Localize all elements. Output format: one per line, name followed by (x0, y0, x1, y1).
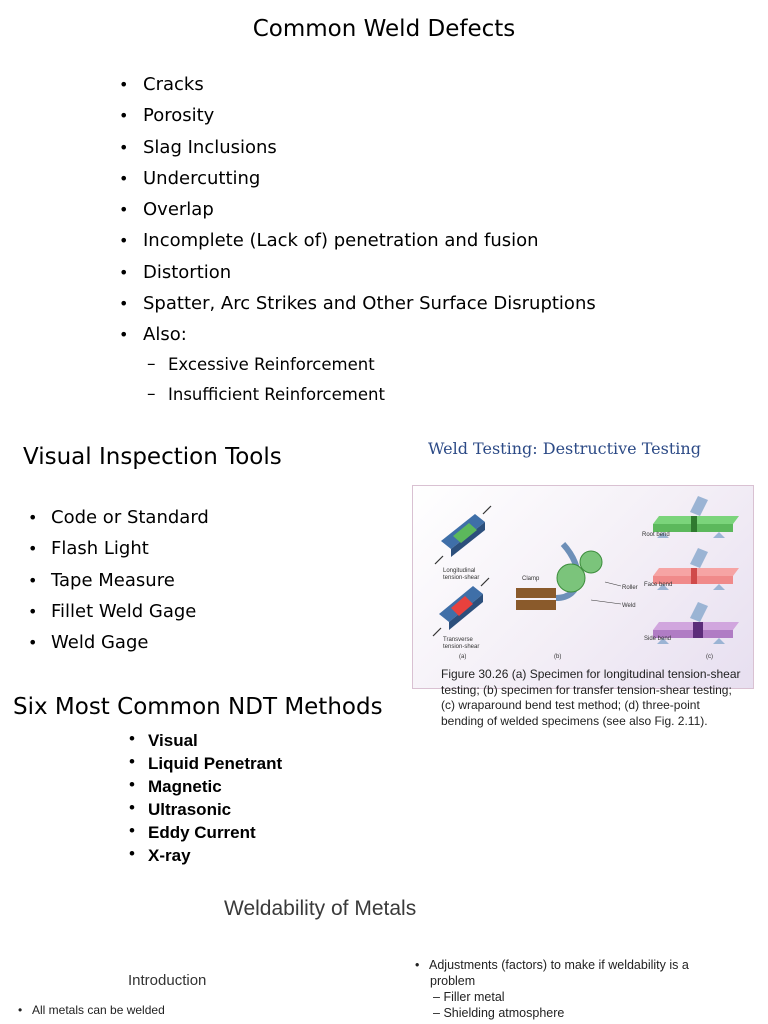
intro-list-item (18, 1003, 165, 1017)
weld-testing-title: Weld Testing: Destructive Testing (428, 439, 701, 458)
list-item: • Also: (118, 322, 596, 353)
visual-inspection-title: Visual Inspection Tools (23, 444, 282, 470)
longitudinal-specimen (435, 506, 491, 564)
root-bend-label: Root bend (642, 532, 670, 538)
intro-item-text: All metals can be welded (32, 1003, 165, 1017)
list-item: • Visual (128, 729, 282, 752)
clamp-label: Clamp (522, 576, 540, 582)
bend-specimens (653, 496, 739, 644)
bullet-icon: • (415, 958, 420, 972)
panel-a-label: (a) (459, 654, 467, 660)
list-item: • Slag Inclusions (118, 135, 596, 166)
list-item: • Spatter, Arc Strikes and Other Surface Disruptions (118, 291, 596, 322)
sub-list-item: – Excessive Reinforcement (147, 352, 385, 382)
longitudinal-label-text: Longitudinal tension-shear (443, 568, 480, 581)
side-bend-label: Side bend (644, 636, 672, 642)
weld-defects-title: Common Weld Defects (252, 16, 516, 42)
sub-list-item: – Insufficient Reinforcement (147, 382, 385, 412)
list-item: • Undercutting (118, 166, 596, 197)
list-item: • Tape Measure (27, 568, 209, 599)
ndt-list (128, 729, 282, 867)
list-item: • Ultrasonic (128, 798, 282, 821)
list-item: • Code or Standard (27, 505, 209, 536)
list-item: • Overlap (118, 197, 596, 228)
weld-defects-sublist (147, 352, 385, 411)
list-item: • Flash Light (27, 536, 209, 567)
list-item: • Incomplete (Lack of) penetration and fusion (118, 228, 596, 259)
list-item: • Fillet Weld Gage (27, 599, 209, 630)
ndt-title: Six Most Common NDT Methods (13, 694, 383, 720)
transverse-label-text: Transverse tension-shear (443, 637, 480, 650)
list-item: • Distortion (118, 260, 596, 291)
transverse-specimen (433, 578, 489, 636)
list-item: • Liquid Penetrant (128, 752, 282, 775)
adjustment-item: – Filler metal (433, 990, 505, 1004)
adjustments-line2: problem (430, 974, 476, 988)
testing-diagram (413, 486, 753, 688)
bullet-icon: • (18, 1003, 23, 1017)
weld-label: Weld (622, 603, 636, 609)
face-bend-label: Face bend (644, 582, 673, 588)
list-item: • Porosity (118, 103, 596, 134)
list-item: • Eddy Current (128, 821, 282, 844)
weld-defects-list (118, 72, 596, 354)
list-item: • Magnetic (128, 775, 282, 798)
panel-c-label: (c) (706, 654, 713, 660)
panel-b-label: (b) (554, 654, 562, 660)
visual-inspection-list (27, 505, 209, 661)
list-item: • X-ray (128, 844, 282, 867)
adjustments-block (415, 957, 689, 1021)
introduction-heading: Introduction (128, 972, 207, 989)
destructive-testing-figure (412, 485, 754, 689)
figure-caption: Figure 30.26 (a) Specimen for longitudinal tension-shear testing; (b) specimen for transfer tension-shear testing; (c) wraparound bend test method; (d) three-point bending of welded specimens (see also Fig. 2.11). (441, 667, 741, 728)
weldability-title: Weldability of Metals (224, 897, 417, 920)
list-item: • Cracks (118, 72, 596, 103)
list-item: • Weld Gage (27, 630, 209, 661)
adjustments-line1: Adjustments (factors) to make if weldability is a (429, 958, 689, 972)
adjustment-item: – Shielding atmosphere (433, 1006, 565, 1020)
roller-label: Roller (622, 585, 638, 591)
